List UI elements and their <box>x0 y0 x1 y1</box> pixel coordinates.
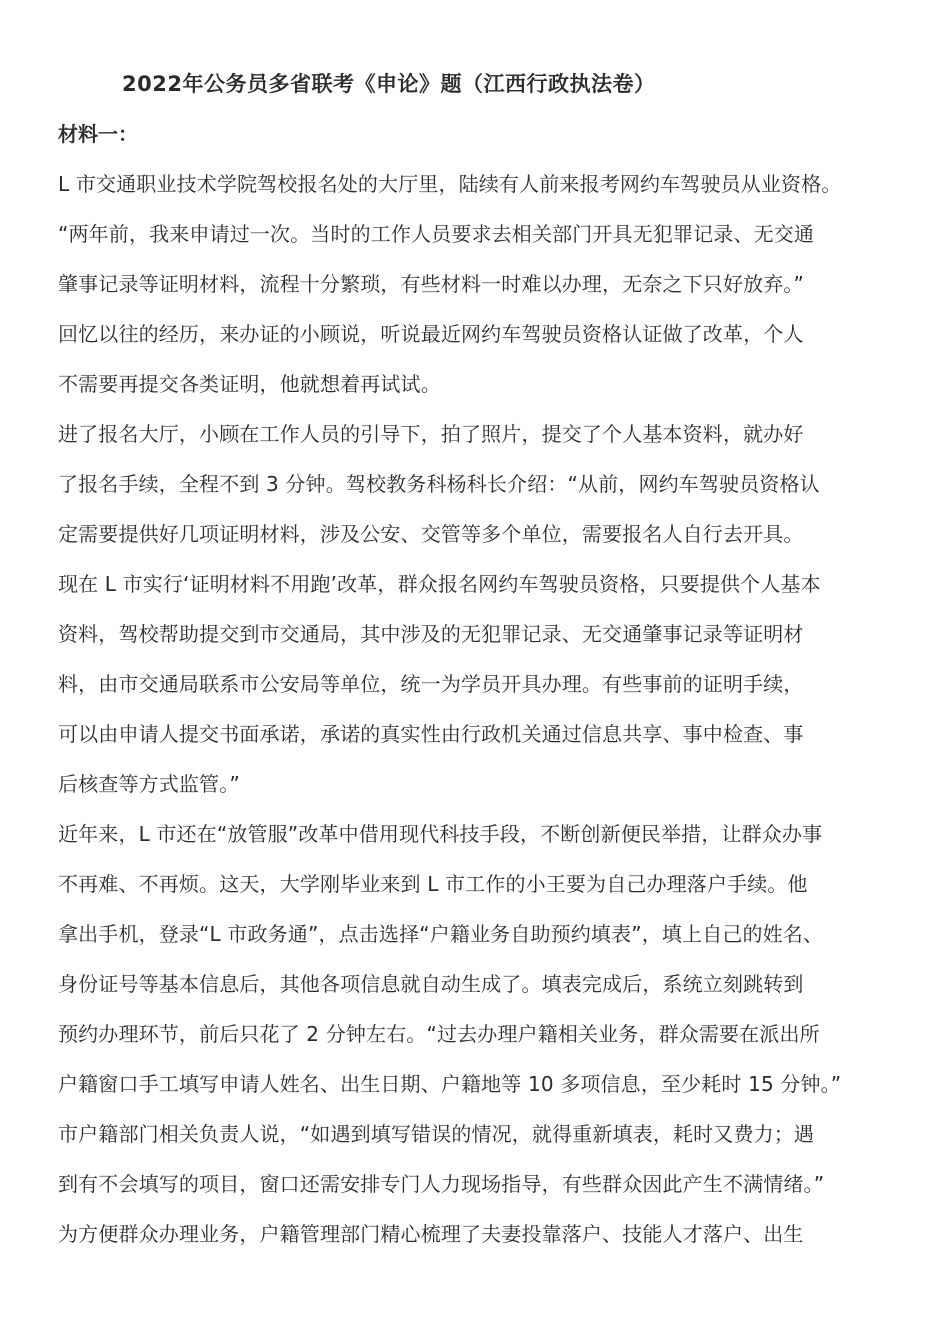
text-line: 近年来，L 市还在“放管服”改革中借用现代科技手段，不断创新便民举措，让群众办事 <box>58 822 823 846</box>
text-line: “两年前，我来申请过一次。当时的工作人员要求去相关部门开具无犯罪记录、无交通 <box>58 222 815 246</box>
section-label: 材料一： <box>58 122 138 146</box>
text-line: 现在 L 市实行‘证明材料不用跑’改革，群众报名网约车驾驶员资格，只要提供个人基本 <box>58 572 821 596</box>
text-line: 预约办理环节，前后只花了 2 分钟左右。“过去办理户籍相关业务，群众需要在派出所 <box>58 1022 820 1046</box>
text-line: 可以由申请人提交书面承诺，承诺的真实性由行政机关通过信息共享、事中检查、事 <box>58 722 804 746</box>
text-line: 不再难、不再烦。这天，大学刚毕业来到 L 市工作的小王要为自己办理落户手续。他 <box>58 872 808 896</box>
text-line: 回忆以往的经历，来办证的小顾说，听说最近网约车驾驶员资格认证做了改革，个人 <box>58 322 804 346</box>
text-line: 进了报名大厅，小顾在工作人员的引导下，拍了照片，提交了个人基本资料，就办好 <box>58 422 804 446</box>
text-line: 为方便群众办理业务，户籍管理部门精心梳理了夫妻投靠落户、技能人才落户、出生 <box>58 1222 804 1246</box>
text-line: 拿出手机，登录“L 市政务通”，点击选择“户籍业务自助预约填表”，填上自己的姓名、 <box>58 922 824 946</box>
document-title: 2022年公务员多省联考《申论》题（江西行政执法卷） <box>122 72 656 96</box>
text-line: 到有不会填写的项目，窗口还需安排专门人力现场指导，有些群众因此产生不满情绪。” <box>58 1172 825 1196</box>
text-line: 户籍窗口手工填写申请人姓名、出生日期、户籍地等 10 多项信息，至少耗时 15 分钟。” <box>58 1072 842 1096</box>
text-line: 了报名手续，全程不到 3 分钟。驾校教务科杨科长介绍：“从前，网约车驾驶员资格认 <box>58 472 820 496</box>
text-line: 资料，驾校帮助提交到市交通局，其中涉及的无犯罪记录、无交通肇事记录等证明材 <box>58 622 804 646</box>
text-line: 市户籍部门相关负责人说，“如遇到填写错误的情况，就得重新填表，耗时又费力；遇 <box>58 1122 815 1146</box>
text-line: L 市交通职业技术学院驾校报名处的大厅里，陆续有人前来报考网约车驾驶员从业资格。 <box>58 172 842 196</box>
text-line: 肇事记录等证明材料，流程十分繁琐，有些材料一时难以办理，无奈之下只好放弃。” <box>58 272 805 296</box>
text-line: 定需要提供好几项证明材料，涉及公安、交管等多个单位，需要报名人自行去开具。 <box>58 522 804 546</box>
text-line: 后核查等方式监管。” <box>58 772 240 796</box>
material-body <box>58 166 938 1266</box>
text-line: 身份证号等基本信息后，其他各项信息就自动生成了。填表完成后，系统立刻跳转到 <box>58 972 804 996</box>
text-line: 不需要再提交各类证明，他就想着再试试。 <box>58 372 441 396</box>
text-line: 料，由市交通局联系市公安局等单位，统一为学员开具办理。有些事前的证明手续， <box>58 672 804 696</box>
